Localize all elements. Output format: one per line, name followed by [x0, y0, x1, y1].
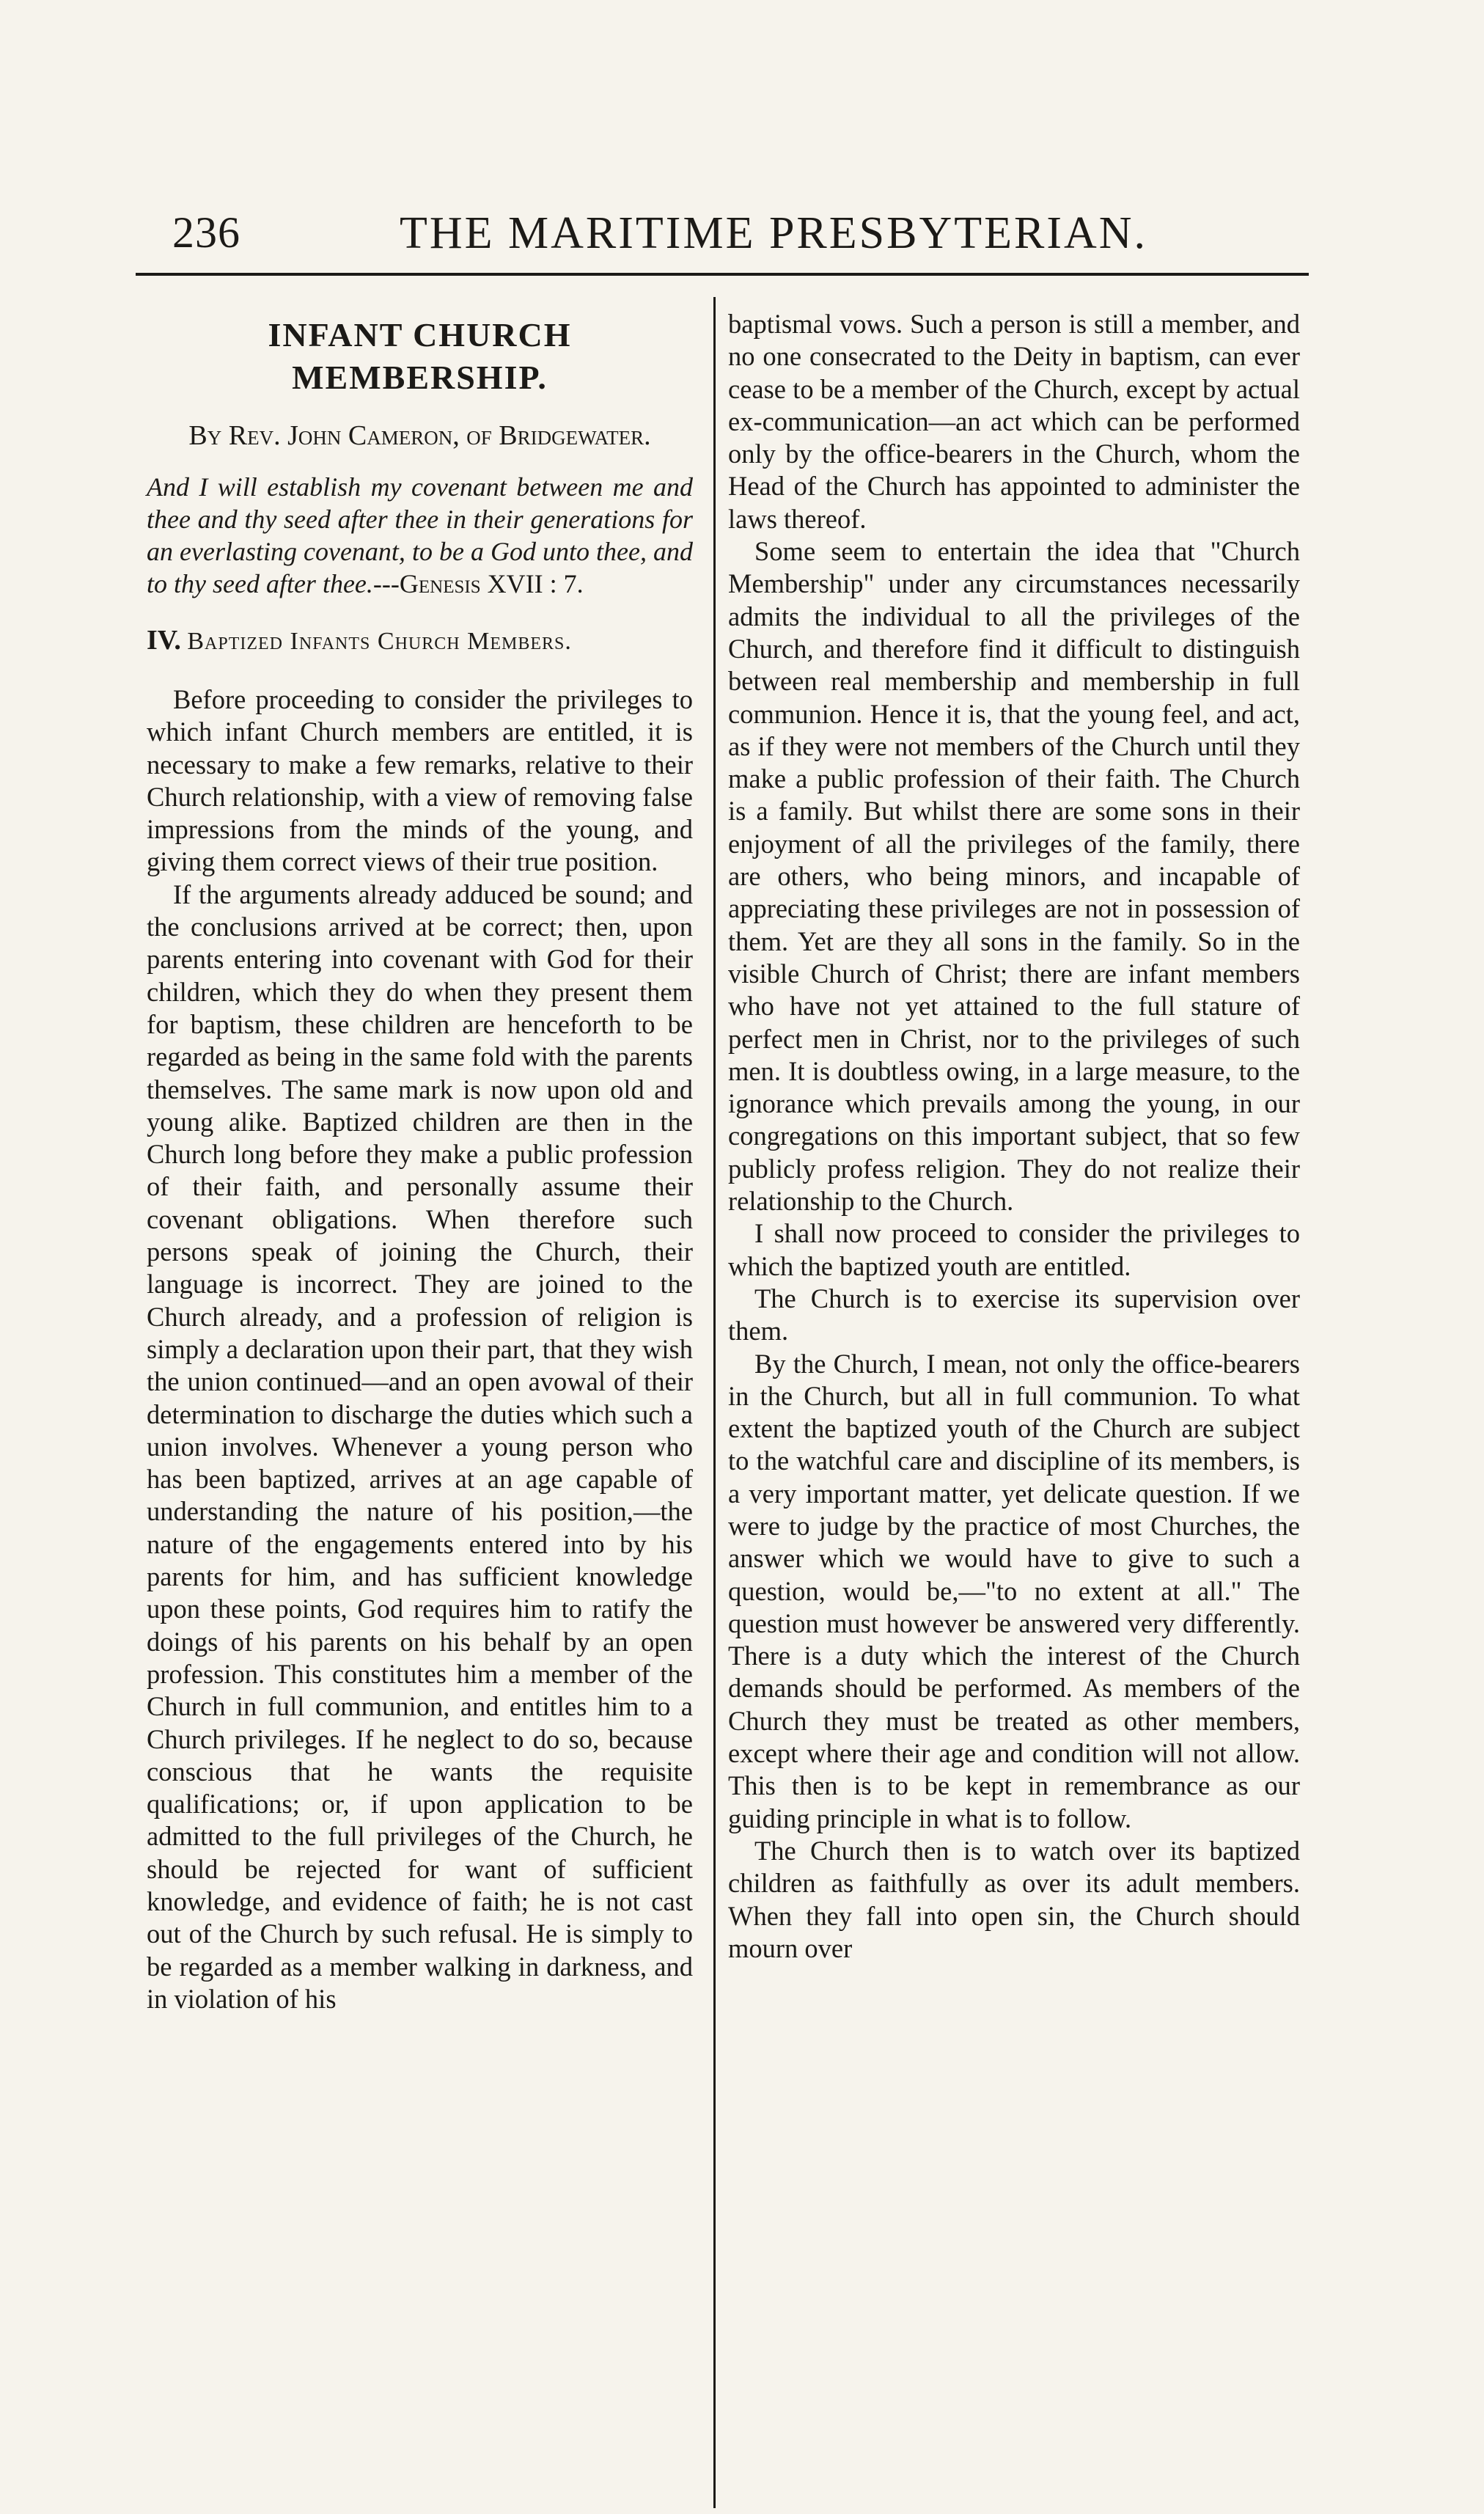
column-divider	[713, 297, 716, 2508]
paragraph: I shall now proceed to consider the privileges to which the baptized youth are entitled.	[728, 1218, 1300, 1281]
paragraph: Before proceeding to consider the privileges to which infant Church members are entitled, it is necessary to make a few remarks, relative to their Church relationship, with a view of removing false impressions from the minds of the young, and giving them correct views of their true position.	[147, 684, 693, 877]
article-title: INFANT CHURCH MEMBERSHIP.	[268, 316, 572, 396]
epigraph-text: And I will establish my covenant between me and thee and thy seed after thee in their generations for an everlasting covenant, to be a God unto thee, and to thy seed after thee.	[147, 472, 693, 598]
paragraph: The Church then is to watch over its baptized children as faithfully as over its adult members. When they fall into open sin, the Church should mourn over	[728, 1835, 1300, 1963]
section-number: IV.	[147, 625, 181, 656]
page-number: 236	[172, 208, 240, 257]
section-title: Baptized Infants Church Members.	[187, 628, 572, 655]
epigraph	[147, 471, 693, 600]
byline: By Rev. John Cameron, of Bridgewater.	[188, 420, 651, 451]
left-column	[147, 308, 693, 2015]
page-header	[172, 208, 1316, 266]
section-heading	[147, 625, 693, 657]
paragraph: Some seem to entertain the idea that "Church Membership" under any circumstances necessarily admits the individual to all the privileges of the Church, and therefore find it difficult to distinguish between real membership and membership in full communion. Hence it is, that the young feel, and act, as if they were not members of the Church until they make a public profession of their faith. The Church is a family. But whilst there are some sons in their enjoyment of all the privileges of the family, there are others, who being minors, and incapable of appreciating these privileges are not in possession of them. Yet are they all sons in the family. So in the visible Church of Christ; there are infant members who have not yet attained to the full stature of perfect men in Christ, nor to the privileges of such men. It is doubtless owing, in a large measure, to the ignorance which prevails among the young, in our congregations on this important subject, that so few publicly profess religion. They do not realize their relationship to the Church.	[728, 536, 1300, 1217]
header-rule	[136, 273, 1309, 276]
paragraph: By the Church, I mean, not only the office-bearers in the Church, but all in full communion. To what extent the baptized youth of the Church are subject to the watchful care and discipline of its members, is a very important matter, yet delicate question. If we were to judge by the practice of most Churches, the answer which we would have to give to such a question, would be,—"to no extent at all." The question must however be answered very differently. There is a duty which the interest of the Church demands should be performed. As members of the Church they must be treated as other members, except where their age and condition will not allow. This then is to be kept in remembrance as our guiding principle in what is to follow.	[728, 1348, 1300, 1833]
paragraph: The Church is to exercise its supervision over them.	[728, 1283, 1300, 1346]
epigraph-reference: ---Genesis XVII : 7.	[372, 569, 584, 598]
running-title: THE MARITIME PRESBYTERIAN.	[400, 208, 1148, 258]
paragraph: If the arguments already adduced be sound; and the conclusions arrived at be correct; then, upon parents entering into covenant with God for their children, which they do when they present them for baptism, these children are henceforth to be regarded as being in the same fold with the parents themselves. The same mark is now upon old and young alike. Baptized children are then in the Church long before they make a public profession of their faith, and personally assume their covenant obligations. When therefore such persons speak of joining the Church, their language is incorrect. They are joined to the Church already, and a profession of religion is simply a declaration upon their part, that they wish the union continued—and an open avowal of their determination to discharge the duties which such a union involves. Whenever a young person who has been baptized, arrives at an age capable of understanding the nature of his position,—the nature of the engagements entered into by his parents for him, and has sufficient knowledge upon these points, God requires him to ratify the doings of his parents on his behalf by an open profession. This constitutes him a member of the Church in full communion, and entitles him to a Church privileges. If he neglect to do so, because conscious that he wants the requisite qualifications; or, if upon application to be admitted to the full privileges of the Church, he should be rejected for want of sufficient knowledge, and evidence of faith; he is not cast out of the Church by such refusal. He is simply to be regarded as a member walking in darkness, and in violation of his	[147, 879, 693, 2014]
right-column	[728, 308, 1300, 1965]
paragraph: baptismal vows. Such a person is still a member, and no one consecrated to the Deity in baptism, can ever cease to be a member of the Church, except by actual ex-communication—an act which can be performed only by the office-bearers in the Church, whom the Head of the Church has appointed to administer the laws thereof.	[728, 309, 1300, 534]
